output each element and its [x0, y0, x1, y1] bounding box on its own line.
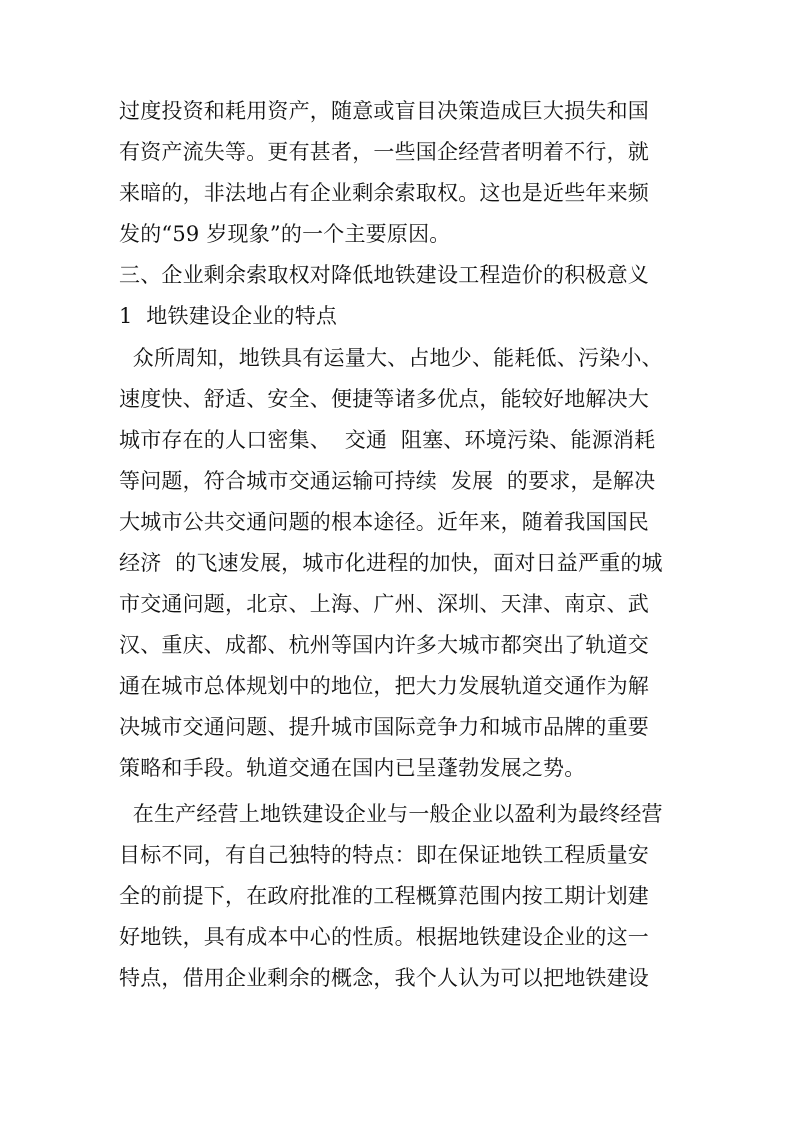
text-line: 城市存在的人口密集、 交通 阻塞、环境污染、能源消耗	[119, 428, 656, 452]
text-line: 通在城市总体规划中的地位，把大力发展轨道交通作为解	[119, 674, 649, 698]
text-line: 市交通问题，北京、上海、广州、深圳、天津、南京、武	[119, 592, 649, 616]
text-line: 过度投资和耗用资产，随意或盲目决策造成巨大损失和国	[119, 99, 649, 123]
text-line: 在生产经营上地铁建设企业与一般企业以盈利为最终经营	[119, 802, 663, 826]
text-line: 经济 的飞速发展，城市化进程的加快，面对日益严重的城	[119, 551, 663, 575]
text-line: 目标不同，有自己独特的特点：即在保证地铁工程质量安	[119, 843, 649, 867]
text-line: 发的“59 岁现象”的一个主要原因。	[119, 222, 451, 246]
text-line: 有资产流失等。更有甚者，一些国企经营者明着不行，就	[119, 140, 649, 164]
text-line: 来暗的，非法地占有企业剩余索取权。这也是近些年来频	[119, 181, 649, 205]
text-line: 等问题，符合城市交通运输可持续 发展 的要求，是解决	[119, 469, 656, 493]
text-line: 速度快、舒适、安全、便捷等诸多优点，能较好地解决大	[119, 387, 649, 411]
subsection-heading: 1 地铁建设企业的特点	[119, 304, 338, 328]
text-line: 决城市交通问题、提升城市国际竞争力和城市品牌的重要	[119, 715, 649, 739]
text-line: 众所周知，地铁具有运量大、占地少、能耗低、污染小、	[119, 346, 663, 370]
text-line: 大城市公共交通问题的根本途径。近年来，随着我国国民	[119, 510, 649, 534]
text-line: 好地铁，具有成本中心的性质。根据地铁建设企业的这一	[119, 925, 649, 949]
text-line: 汉、重庆、成都、杭州等国内许多大城市都突出了轨道交	[119, 633, 649, 657]
text-line: 全的前提下，在政府批准的工程概算范围内按工期计划建	[119, 884, 649, 908]
section-heading: 三、企业剩余索取权对降低地铁建设工程造价的积极意义	[119, 263, 649, 287]
text-line: 策略和手段。轨道交通在国内已呈蓬勃发展之势。	[119, 756, 586, 780]
text-line: 特点，借用企业剩余的概念，我个人认为可以把地铁建设	[119, 966, 649, 990]
